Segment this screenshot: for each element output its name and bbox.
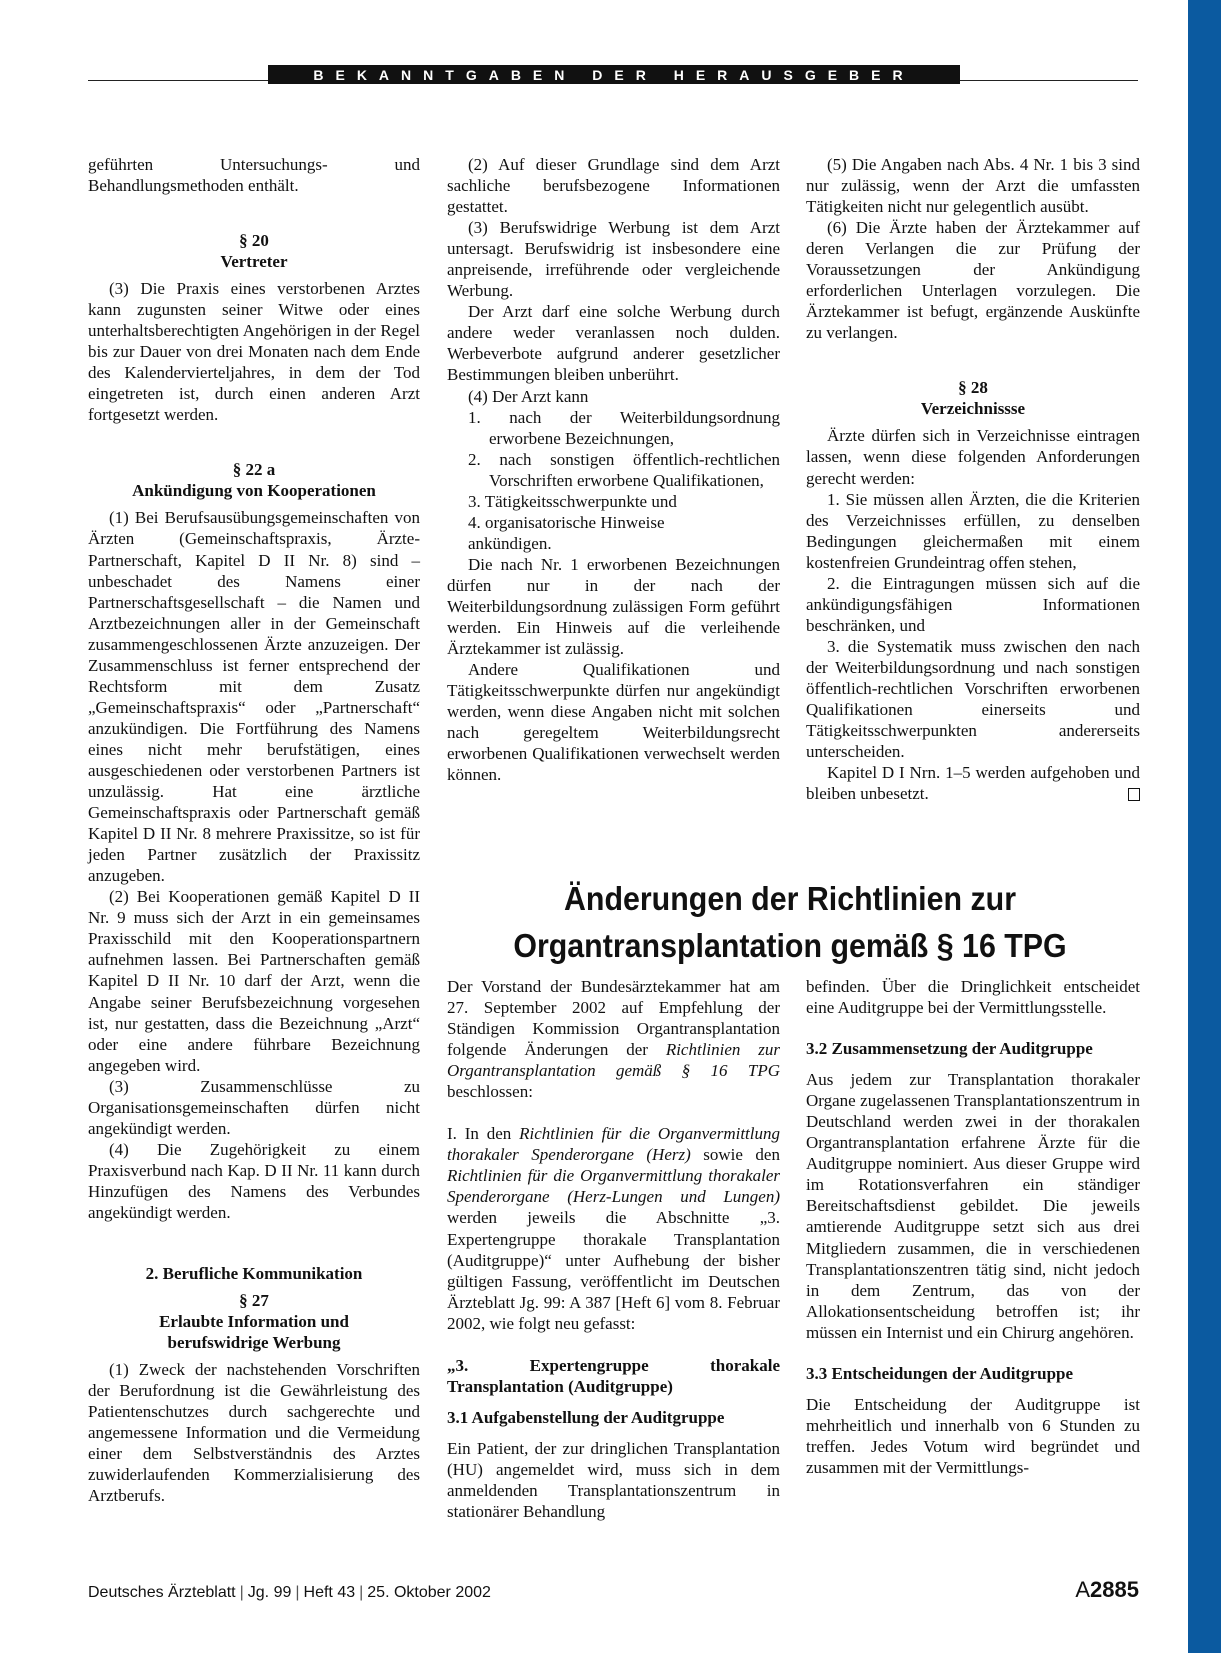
- subheading-3-1: 3.1 Aufgabenstellung der Auditgruppe: [447, 1407, 725, 1427]
- part-heading: [88, 1263, 420, 1284]
- column-1: [88, 154, 420, 1506]
- page-prefix: A: [1075, 1577, 1091, 1602]
- section-title: berufswidrige Werbung: [167, 1333, 341, 1353]
- section-number: § 20: [239, 231, 269, 251]
- section-header: BEKANNTGABEN DER HERAUSGEBER: [268, 65, 960, 84]
- paragraph: Ein Patient, der zur dringlichen Transplantation (HU) angemeldet wird, muss sich in dem anmeldenden Transplantationszentrum in stationärer Behandlung: [447, 1438, 780, 1522]
- list-item: 1. nach der Weiterbildungsordnung erworbene Bezeichnungen,: [468, 407, 780, 448]
- paragraph: geführten Untersuchungs- und Behandlungsmethoden enthält.: [88, 155, 420, 196]
- section-heading-27: [88, 1290, 420, 1353]
- paragraph-I: [447, 1123, 780, 1333]
- intro-paragraph: [447, 976, 780, 1102]
- paragraph: Die Entscheidung der Auditgruppe ist mehrheitlich und innerhalb von 6 Stunden zu treffen. Jedes Votum wird begründet und zusammen mit der Vermittlungs-: [806, 1394, 1140, 1477]
- paragraph: (2) Auf dieser Grundlage sind dem Arzt sachliche berufsbezogene Informationen gestattet.: [447, 155, 780, 217]
- paragraph: befinden. Über die Dringlichkeit entscheidet eine Auditgruppe bei der Vermittlungsstelle.: [806, 977, 1140, 1018]
- paragraph: (3) Zusammenschlüsse zu Organisationsgemeinschaften dürfen nicht angekündigt werden.: [88, 1076, 420, 1138]
- paragraph: (4) Der Arzt kann: [468, 386, 589, 406]
- paragraph: (6) Die Ärzte haben der Ärztekammer auf deren Verlangen die zur Prüfung der Voraussetzungen der Ankündigung erforderlichen Unterlagen vorzulegen. Die Ärztekammer ist befugt, ergänzende Auskünfte zu verlangen.: [806, 218, 1140, 343]
- intro-text: Der Vorstand der Bundesärztekammer hat am 27. September 2002 auf Empfehlung der Ständigen Kommission Organtransplantation folgende Änderungen der: [447, 977, 780, 1060]
- page-number-value: 2885: [1090, 1577, 1139, 1602]
- paragraph: Andere Qualifikationen und Tätigkeitsschwerpunkte dürfen nur angekündigt werden, wenn diese Angaben nicht mit solchen nach geregeltem Weiterbildungsrecht erworbenen Qualifikationen verwechselt werden können.: [447, 660, 780, 785]
- paragraph: Der Arzt darf eine solche Werbung durch andere weder veranlassen noch dulden. Werbeverbote aufgrund anderer gesetzlicher Bestimmungen bleiben unberührt.: [447, 302, 780, 385]
- end-of-article-box-icon: [1128, 788, 1140, 801]
- section-heading-20: [88, 230, 420, 272]
- section-title: Ankündigung von Kooperationen: [132, 481, 376, 501]
- text: I. In den: [447, 1124, 520, 1144]
- list-item: 2. die Eintragungen müssen sich auf die ankündigungsfähigen Informationen beschränken, und: [806, 573, 1140, 635]
- text: werden jeweils die Abschnitte „3. Expertengruppe thorakale Transplantation (Auditgruppe)“ unter Aufhebung der bisher gültigen Fassung, veröffentlicht im Deutschen Ärzteblatt Jg. 99: A 387 [Heft 6] vom 8. Februar 2002, wie folgt neu gefasst:: [447, 1208, 780, 1333]
- list-item: 2. nach sonstigen öffentlich-rechtlichen Vorschriften erworbene Qualifikationen,: [468, 449, 780, 490]
- list-item: 3. die Systematik muss zwischen den nach der Weiterbildungsordnung und nach sonstigen öffentlich-rechtlichen Vorschriften erworbenen Qualifikationen einerseits und Tätigkeitsschwerpunkten andererseits unterscheiden.: [806, 636, 1140, 762]
- section-heading-28: [806, 377, 1140, 419]
- issue: Heft 43: [303, 1584, 356, 1601]
- headline-line-1: Änderungen der Richtlinien zur: [563, 880, 1017, 917]
- list-item: 4. organisatorische Hinweise: [468, 512, 665, 532]
- paragraph: (5) Die Angaben nach Abs. 4 Nr. 1 bis 3 sind nur zulässig, wenn der Arzt die umfassten Tätigkeiten nicht nur gelegentlich ausübt.: [806, 155, 1140, 217]
- paragraph: (1) Bei Berufsausübungsgemeinschaften von Ärzten (Gemeinschaftspraxis, Ärzte-Partnerschaft, Kapitel D II Nr. 8) sind – unbeschadet des Namens einer Partnerschaftsgesellschaft – die Namen und Arztbezeichnungen aller in der Gemeinschaft zusammengeschlossenen Ärzte anzuzeigen. Der Zusammenschluss ist ferner entsprechend der Rechtsform mit dem Zusatz „Gemeinschaftspraxis“ oder „Partnerschaft“ anzukündigen. Die Fortführung des Namens eines nicht mehr berufstätigen, eines ausgeschiedenen oder verstorbenen Partners ist unzulässig. Hat eine ärztliche Gemeinschaftspraxis oder Partnerschaft gemäß Kapitel D II Nr. 8 mehrere Praxissitze, so ist für jeden Partner zusätzlich der Praxissitz anzugeben.: [88, 508, 420, 886]
- section-title: Verzeichnissse: [920, 399, 1026, 419]
- journal-name: Deutsches Ärzteblatt: [88, 1584, 236, 1601]
- date: 25. Oktober 2002: [367, 1584, 491, 1601]
- subheading-3-3: 3.3 Entscheidungen der Auditgruppe: [806, 1363, 1074, 1383]
- subheading-3-2: 3.2 Zusammensetzung der Auditgruppe: [806, 1039, 1093, 1059]
- paragraph: Aus jedem zur Transplantation thorakaler Organe zugelassenen Transplantationszentrum in Deutschland werden zwei in der thorakalen Organtransplantation erfahrene Ärzte für die Auditgruppe nominiert. Aus dieser Gruppe wird im Rotationsverfahren ein ständiger Bereitschaftsdienst gebildet. Die jeweils amtierende Auditgruppe setzt sich aus drei Mitgliedern zusammen, die in verschiedenen Transplantationszentren tätig sind, nicht jedoch in dem Zentrum, das von der Allokationsentscheidung betroffen ist; ihr müssen ein Internist und ein Chirurg angehören.: [806, 1070, 1140, 1342]
- volume: Jg. 99: [247, 1584, 292, 1601]
- section-heading-22a: [88, 459, 420, 501]
- article-column-1: [447, 976, 780, 1522]
- italic-text: Richtlinien für die Organvermittlung thorakaler Spenderorgane (Herz): [447, 1124, 780, 1165]
- paragraph: (2) Bei Kooperationen gemäß Kapitel D II Nr. 9 muss sich der Arzt in ein gemeinsames Praxisschild mit den Kooperationspartnern aufnehmen lassen. Bei Partnerschaften gemäß Kapitel D II Nr. 10 darf der Arzt, wenn die Angabe seiner Berufsbezeichnung vorgesehen ist, nur gestatten, dass die Bezeichnung „Arzt“ oder eine andere führbare Bezeichnung angegeben wird.: [88, 887, 420, 1075]
- paragraph: Ärzte dürfen sich in Verzeichnisse eintragen lassen, wenn diese folgenden Anforderungen gerecht werden:: [806, 426, 1140, 488]
- divider: |: [239, 1584, 244, 1601]
- divider: |: [359, 1584, 364, 1601]
- list-item: 1. Sie müssen allen Ärzten, die die Kriterien des Verzeichnisses erfüllen, zu denselben Bedingungen gleichermaßen mit einem kostenfreien Grundeintrag offen stehen,: [806, 489, 1140, 572]
- paragraph: (4) Die Zugehörigkeit zu einem Praxisverbund nach Kap. D II Nr. 11 kann durch Hinzufügen des Namens des Verbundes angekündigt werden.: [88, 1139, 420, 1222]
- subheading-3: „3. Expertengruppe thorakale Transplantation (Auditgruppe): [447, 1355, 780, 1396]
- blue-edge-stripe: [1188, 0, 1221, 1653]
- section-title: Erlaubte Information und: [159, 1312, 349, 1332]
- list-item: ankündigen.: [468, 533, 552, 553]
- paragraph-end: [806, 762, 1140, 804]
- intro-text-end: beschlossen:: [447, 1082, 533, 1102]
- paragraph: (3) Berufswidrige Werbung ist dem Arzt untersagt. Berufswidrig ist insbesondere eine anpreisende, irreführende oder vergleichende Werbung.: [447, 218, 780, 301]
- article-headline: [468, 875, 1112, 969]
- paragraph: (3) Die Praxis eines verstorbenen Arztes kann zugunsten seiner Witwe oder eines unterhaltsberechtigten Angehörigen in der Regel bis zur Dauer von drei Monaten nach dem Ende des Kalendervierteljahres, in dem der Tod eingetreten ist, durch einen anderen Arzt fortgesetzt werden.: [88, 279, 420, 425]
- text: sowie den: [690, 1145, 780, 1165]
- paragraph: Kapitel D I Nrn. 1–5 werden aufgehoben und bleiben unbesetzt.: [806, 763, 1140, 804]
- column-2: [447, 154, 780, 785]
- column-3: [806, 154, 1140, 804]
- intro-italic: Richtlinien zur Organtransplantation gemäß § 16 TPG: [447, 1040, 780, 1081]
- headline-line-2: Organtransplantation gemäß § 16 TPG: [513, 927, 1067, 964]
- section-number: § 27: [239, 1291, 269, 1311]
- section-number: § 28: [958, 378, 988, 398]
- section-title: Vertreter: [220, 252, 288, 272]
- part-title: 2. Berufliche Kommunikation: [145, 1264, 363, 1284]
- section-number: § 22 a: [232, 460, 276, 480]
- article-column-2: [806, 976, 1140, 1478]
- divider: |: [295, 1584, 300, 1601]
- paragraph: (1) Zweck der nachstehenden Vorschriften der Berufordnung ist die Gewährleistung des Patientenschutzes durch sachgerechte und angemessene Information und die Vermeidung einer dem Selbstverständnis des Arztes zuwiderlaufenden Kommerzialisierung des Arztberufs.: [88, 1360, 420, 1506]
- page-number: [1075, 1577, 1139, 1603]
- paragraph: Die nach Nr. 1 erworbenen Bezeichnungen dürfen nur in der nach der Weiterbildungsordnung zulässigen Form geführt werden. Ein Hinweis auf die verleihende Ärztekammer ist zulässig.: [447, 554, 780, 659]
- list-item: 3. Tätigkeitsschwerpunkte und: [468, 491, 677, 511]
- italic-text: Richtlinien für die Organvermittlung thorakaler Spenderorgane (Herz-Lungen und Lungen): [447, 1166, 780, 1207]
- footer-citation: [88, 1584, 491, 1602]
